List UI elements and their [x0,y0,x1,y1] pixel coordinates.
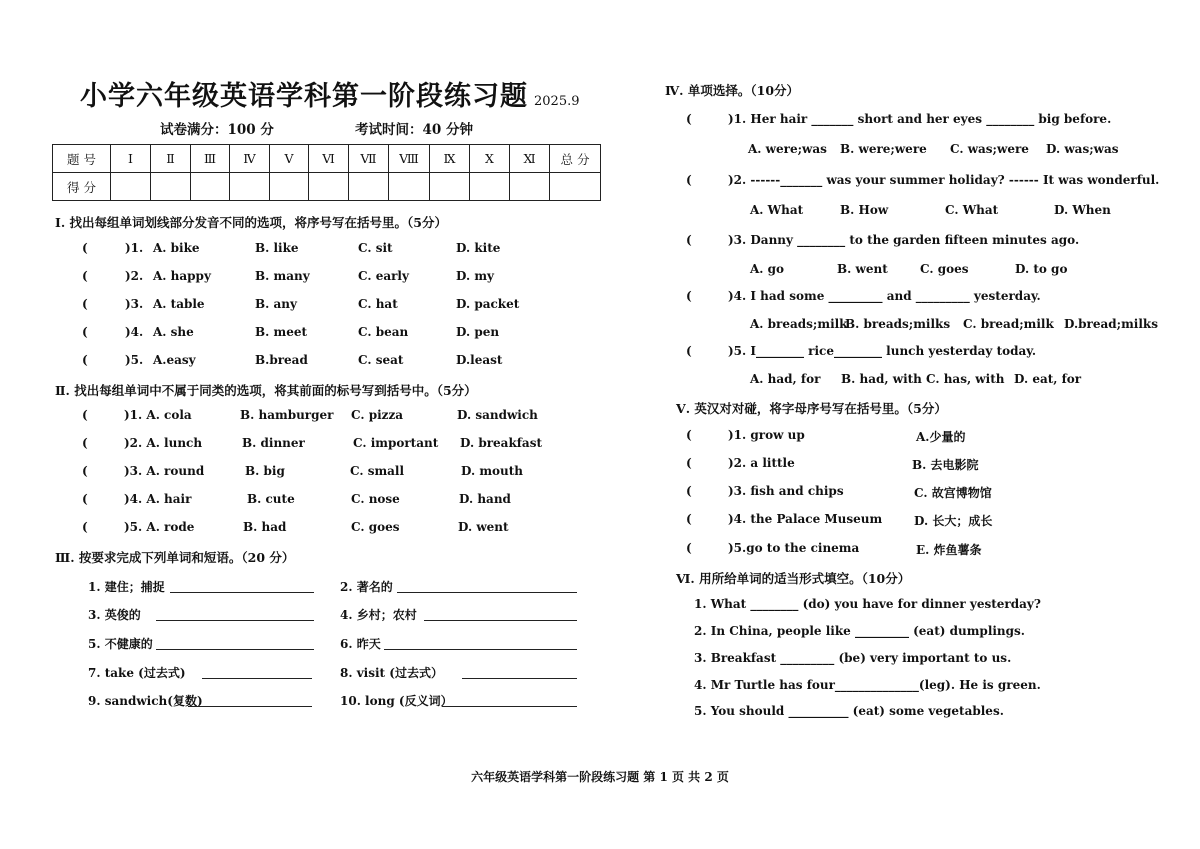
option-c: C. hat [358,297,398,311]
option-c: C. important [353,436,439,450]
question-text: )1. Her hair _______ short and her eyes ________ big before. [728,112,1112,126]
answer-paren[interactable]: ( [82,492,88,506]
answer-line[interactable] [156,620,314,621]
answer-line[interactable] [188,706,312,707]
fill-item-right: 6. 昨天 [340,637,381,651]
option-d: D. pen [456,325,500,339]
option-b: B. cute [247,492,295,506]
section-6-heading: Ⅵ. 用所给单词的适当形式填空。（10分） [676,571,911,586]
score-cell[interactable] [430,173,470,201]
item-number: )2. A. lunch [124,436,203,450]
title-text: 小学六年级英语学科第一阶段练习题 [80,81,528,112]
item-number: )3. [125,297,144,311]
score-table-header-cell: Ⅶ [349,145,389,173]
item-number: )3. A. round [124,464,205,478]
option-d: D. kite [456,241,501,255]
option-b: B. went [837,262,888,276]
fill-item-right: 2. 著名的 [340,580,393,594]
item-number: )4. A. hair [124,492,192,506]
fill-item-right: 4. 乡村；农村 [340,608,417,622]
answer-paren[interactable]: ( [82,269,88,283]
page-title [80,74,580,113]
option-d: D. to go [1015,262,1068,276]
exam-time: 考试时间：40 分钟 [355,122,473,138]
item-number: )1. [125,241,144,255]
full-score: 试卷满分：100 分 [160,122,274,138]
answer-line[interactable] [384,649,577,650]
answer-paren[interactable]: ( [82,297,88,311]
option-b: B. hamburger [240,408,334,422]
item-number: )4. [125,325,144,339]
answer-paren[interactable]: ( [686,541,692,555]
option-d: D.least [456,353,503,367]
score-table-header-cell: Ⅷ [389,145,430,173]
fill-sentence: 1. What ________ (do) you have for dinner yesterday? [694,597,1041,611]
score-cell[interactable] [349,173,389,201]
fill-item-left: 5. 不健康的 [88,637,153,651]
option-c: C. bean [358,325,409,339]
option-a: A. had, for [750,372,821,386]
option-a: A. go [750,262,785,276]
option-c: C. bread;milk [963,317,1054,331]
section-3-heading: Ⅲ. 按要求完成下列单词和短语。（20 分） [55,550,295,565]
score-table-header-cell: 总 分 [550,145,601,173]
item-number: )1. A. cola [124,408,192,422]
option-b: B. had [243,520,287,534]
question-text: )3. Danny ________ to the garden fifteen minutes ago. [728,233,1080,247]
score-table-header-cell: Ⅲ [191,145,230,173]
option-a: A. she [153,325,194,339]
option-a: A.easy [153,353,196,367]
option-d: D. went [458,520,509,534]
option-a: A. What [750,203,804,217]
answer-paren[interactable]: ( [686,456,692,470]
match-english: )3. fish and chips [728,484,844,498]
fill-item-left: 9. sandwich(复数) [88,694,203,708]
option-a: A. breads;milk [750,317,848,331]
section-5-heading: Ⅴ. 英汉对对碰，将字母序号写在括号里。（5分） [676,401,947,416]
score-cell[interactable] [550,173,601,201]
match-chinese: E. 炸鱼薯条 [916,543,982,557]
match-chinese: C. 故宫博物馆 [914,486,992,500]
score-table-header-cell: Ⅸ [430,145,470,173]
item-number: )2. [125,269,144,283]
answer-line[interactable] [442,706,577,707]
score-table-score-row [53,173,601,201]
option-b: B. meet [255,325,308,339]
score-cell[interactable] [510,173,550,201]
option-d: D. mouth [461,464,524,478]
score-table-header-cell: Ⅳ [230,145,270,173]
page-footer: 六年级英语学科第一阶段练习题 第 1 页 共 2 页 [471,770,729,784]
answer-line[interactable] [170,592,314,593]
option-d: D. sandwich [457,408,538,422]
option-a: A. happy [153,269,211,283]
score-table [52,144,601,201]
option-b: B. breads;milks [845,317,951,331]
match-english: )5.go to the cinema [728,541,860,555]
score-cell[interactable] [111,173,151,201]
match-english: )1. grow up [728,428,805,442]
option-c: C. goes [351,520,400,534]
option-a: A. were;was [748,142,827,156]
answer-paren[interactable]: ( [686,344,692,358]
option-b: B. many [255,269,310,283]
question-text: )4. I had some _________ and _________ yesterday. [728,289,1041,303]
option-b: B. dinner [242,436,305,450]
score-table-header-cell: Ⅵ [309,145,349,173]
option-c: C. small [350,464,405,478]
match-english: )2. a little [728,456,795,470]
answer-paren[interactable]: ( [82,408,88,422]
fill-item-right: 10. long (反义词） [340,694,453,708]
score-table-header-cell: Ⅰ [111,145,151,173]
score-row-label: 得 分 [53,173,111,201]
option-b: B. big [245,464,285,478]
score-cell[interactable] [230,173,270,201]
fill-item-left: 1. 建住；捕捉 [88,580,165,594]
section-2-heading: Ⅱ. 找出每组单词中不属于同类的选项，将其前面的标号写到括号中。（5分） [55,383,477,398]
answer-line[interactable] [424,620,577,621]
option-a: A. table [153,297,205,311]
answer-paren[interactable]: ( [82,241,88,255]
fill-item-right: 8. visit (过去式） [340,666,443,680]
option-d: D. hand [459,492,511,506]
option-c: C. early [358,269,409,283]
section-4-heading: Ⅳ. 单项选择。（10分） [665,83,800,98]
score-cell[interactable] [191,173,230,201]
option-c: C. goes [920,262,969,276]
option-d: D. my [456,269,495,283]
score-cell[interactable] [389,173,430,201]
option-c: C. seat [358,353,404,367]
answer-paren[interactable]: ( [82,520,88,534]
score-cell[interactable] [470,173,510,201]
question-text: )5. I________ rice________ lunch yesterday today. [728,344,1037,358]
score-cell[interactable] [270,173,309,201]
answer-line[interactable] [202,678,312,679]
answer-line[interactable] [462,678,577,679]
score-table-header-cell: 题 号 [53,145,111,173]
answer-paren[interactable]: ( [82,464,88,478]
match-english: )4. the Palace Museum [728,512,883,526]
answer-paren[interactable]: ( [686,233,692,247]
option-b: B.bread [255,353,308,367]
answer-paren[interactable]: ( [686,173,692,187]
option-c: C. nose [351,492,400,506]
exam-date: 2025.9 [534,94,580,109]
option-b: B. had, with [841,372,922,386]
question-text: )2. ------_______ was your summer holiday? ------ It was wonderful. [728,173,1160,187]
option-d: D. eat, for [1014,372,1082,386]
fill-item-left: 7. take (过去式) [88,666,186,680]
option-b: B. any [255,297,297,311]
option-d: D. was;was [1046,142,1119,156]
answer-line[interactable] [156,649,314,650]
match-chinese: D. 长大；成长 [914,514,993,528]
fill-sentence: 2. In China, people like _________ (eat) dumplings. [694,624,1025,638]
score-table-header-cell: Ⅹ [470,145,510,173]
score-table-header-cell: Ⅱ [151,145,191,173]
item-number: )5. A. rode [124,520,195,534]
answer-line[interactable] [397,592,577,593]
option-b: B. like [255,241,299,255]
fill-sentence: 5. You should __________ (eat) some vegetables. [694,704,1004,718]
score-cell[interactable] [309,173,349,201]
option-b: B. How [840,203,889,217]
option-d: D. When [1054,203,1111,217]
option-c: C. was;were [950,142,1029,156]
fill-sentence: 4. Mr Turtle has four______________(leg). He is green. [694,678,1041,692]
item-number: )5. [125,353,144,367]
answer-paren[interactable]: ( [686,512,692,526]
section-1-heading: Ⅰ. 找出每组单词划线部分发音不同的选项，将序号写在括号里。（5分） [55,215,447,230]
match-chinese: A.少量的 [916,430,966,444]
fill-sentence: 3. Breakfast _________ (be) very important to us. [694,651,1012,665]
option-a: A. bike [153,241,200,255]
option-d: D. breakfast [460,436,543,450]
answer-paren[interactable]: ( [686,112,692,126]
option-b: B. were;were [840,142,927,156]
option-d: D. packet [456,297,520,311]
answer-paren[interactable]: ( [82,436,88,450]
score-table-header-cell: Ⅴ [270,145,309,173]
answer-paren[interactable]: ( [686,289,692,303]
match-chinese: B. 去电影院 [912,458,979,472]
option-c: C. has, with [926,372,1005,386]
option-c: C. sit [358,241,393,255]
option-d: D.bread;milks [1064,317,1158,331]
answer-paren[interactable]: ( [82,353,88,367]
score-cell[interactable] [151,173,191,201]
answer-paren[interactable]: ( [686,428,692,442]
score-table-header-row [53,145,601,173]
fill-item-left: 3. 英俊的 [88,608,141,622]
option-c: C. What [945,203,999,217]
option-c: C. pizza [351,408,404,422]
answer-paren[interactable]: ( [686,484,692,498]
score-table-header-cell: Ⅺ [510,145,550,173]
answer-paren[interactable]: ( [82,325,88,339]
